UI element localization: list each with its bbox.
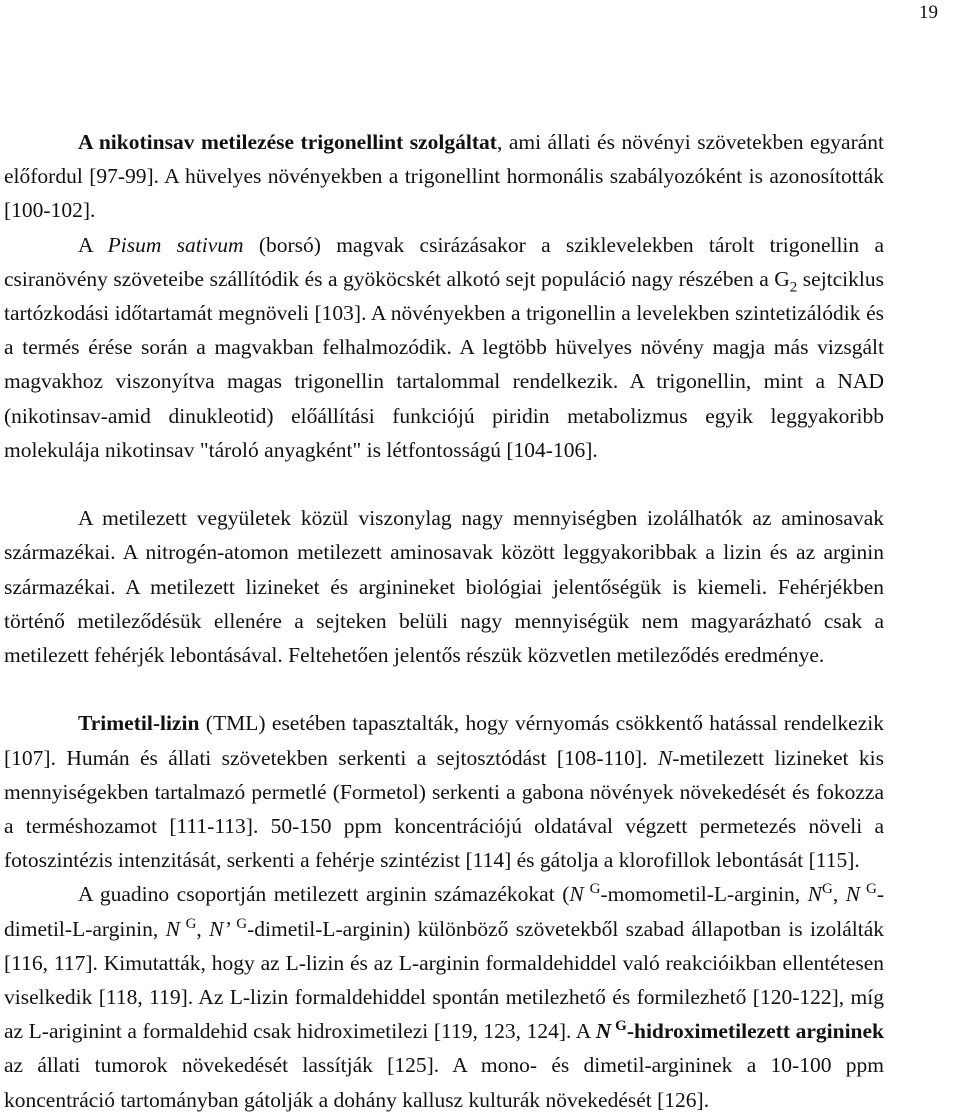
text-segment: Pisum sativum — [107, 232, 244, 257]
text-segment: Trimetil-lizin — [78, 711, 200, 736]
page-number: 19 — [919, 2, 938, 23]
text-segment: N — [845, 882, 861, 907]
text-segment: G — [821, 881, 833, 898]
paragraph-p4 — [4, 706, 884, 877]
text-segment: A guadino csoportján metilezett arginin számazékokat ( — [78, 882, 570, 907]
text-segment: N — [595, 1019, 612, 1044]
paragraph-p1 — [4, 125, 884, 228]
text-segment: G — [583, 881, 601, 898]
text-segment: (TML) esetében tapasztalták, hogy vérnyomás csökkentő hatással rendelkezik [107]. Humán és állati szövetekben serkenti a sejtosztódást [108-110]. — [4, 711, 884, 770]
document-body — [4, 125, 884, 1117]
text-segment: -metilezett lizineket kis mennyiségekben tartalmazó permetlé (Formetol) serkenti a gabona növények növekedését és fokozza a terméshozamot [111-113]. 50-150 ppm koncentrációjú oldatával végzett permetezés növeli a fotoszintézis intenzitását, serkenti a fehérje szintézist [114] és gátolja a klorofillok lebontását [115]. — [4, 745, 884, 873]
text-segment: N — [807, 882, 822, 907]
text-segment: -hidroximetilezett argininek — [626, 1019, 885, 1044]
text-segment: -dimetil-L-arginin) különböző szövetekből szabad állapotban is izolálták [116, 117]. Kimutatták, hogy az L-lizin és az L-arginin formaldehiddel való reakcióikban ellentétesen viselkedik [118, 119]. Az L-lizin formaldehiddel spontán metilezhető és formilezhető [120-122], míg az L-ariginint a formaldehid csak hidroximetilezi [119, 123, 124]. A — [4, 916, 884, 1044]
text-segment: G — [230, 915, 248, 932]
text-segment: A nikotinsav metilezése trigonellint szolgáltat — [78, 130, 497, 154]
text-segment: N’ — [209, 916, 231, 941]
paragraph-p3 — [4, 501, 884, 672]
text-segment: , ami állati és növényi szövetekben egyaránt előfordul [97-99]. A hüvelyes növényekben a trigonellint hormonális szabályozóként is azonosították [100-102]. — [4, 130, 884, 223]
text-segment: (borsó) magvak csirázásakor a sziklevelekben tárolt trigonellin a csiranövény szöveteibe szállítódik és a gyököcskét alkotó sejt populáció nagy részében a G — [4, 232, 884, 291]
text-segment: -dimetil-L-arginin, — [4, 882, 885, 941]
text-segment: az állati tumorok növekedését lassítják [125]. A mono- és dimetil-argininek a 10-100 ppm koncentráció tartományban gátolják a dohány kallusz kulturák növekedését [126]. — [4, 1053, 884, 1112]
text-segment: G — [179, 915, 197, 932]
paragraph-p2 — [4, 228, 884, 467]
text-segment: sejtciklus tartózkodási időtartamát megnöveli [103]. A növényekben a trigonellin a levelekben szintetizálódik és a termés érése során a magvakban felhalmozódik. A legtöbb hüvelyes növény magja más vizsgált magvakhoz viszonyítva magas trigonellin tartalommal rendelkezik. A trigonellin, mint a NAD (nikotinsav-amid dinukleotid) előállítási funkciójú piridin metabolizmus egyik leggyakoribb molekulája nikotinsav "tároló anyagként" is létfontosságú [104-106]. — [4, 266, 884, 462]
text-segment: , — [832, 882, 846, 907]
text-segment: A — [78, 232, 108, 257]
text-segment: 2 — [789, 279, 798, 296]
text-segment: G — [611, 1018, 627, 1035]
text-segment: N — [165, 916, 180, 941]
text-segment: N — [569, 882, 584, 907]
text-segment: G — [860, 881, 877, 898]
text-segment: , — [196, 916, 210, 941]
paragraph-p5 — [4, 877, 884, 1116]
text-segment: N — [657, 745, 673, 770]
text-segment: A metilezett vegyületek közül viszonylag nagy mennyiségben izolálhatók az aminosavak származékai. A nitrogén-atomon metilezett aminosavak között leggyakoribbak a lizin és az arginin származékai. A metilezett lizineket és arginineket biológiai jelentőségük is kiemeli. Fehérjékben történő metileződésük ellenére a sejteken belüli nagy mennyiségük nem magyarázható csak a metilezett fehérjék lebontásával. Feltehetően jelentős részük közvetlen metileződés eredménye. — [4, 506, 884, 668]
text-segment: -momometil-L-arginin, — [600, 882, 808, 907]
